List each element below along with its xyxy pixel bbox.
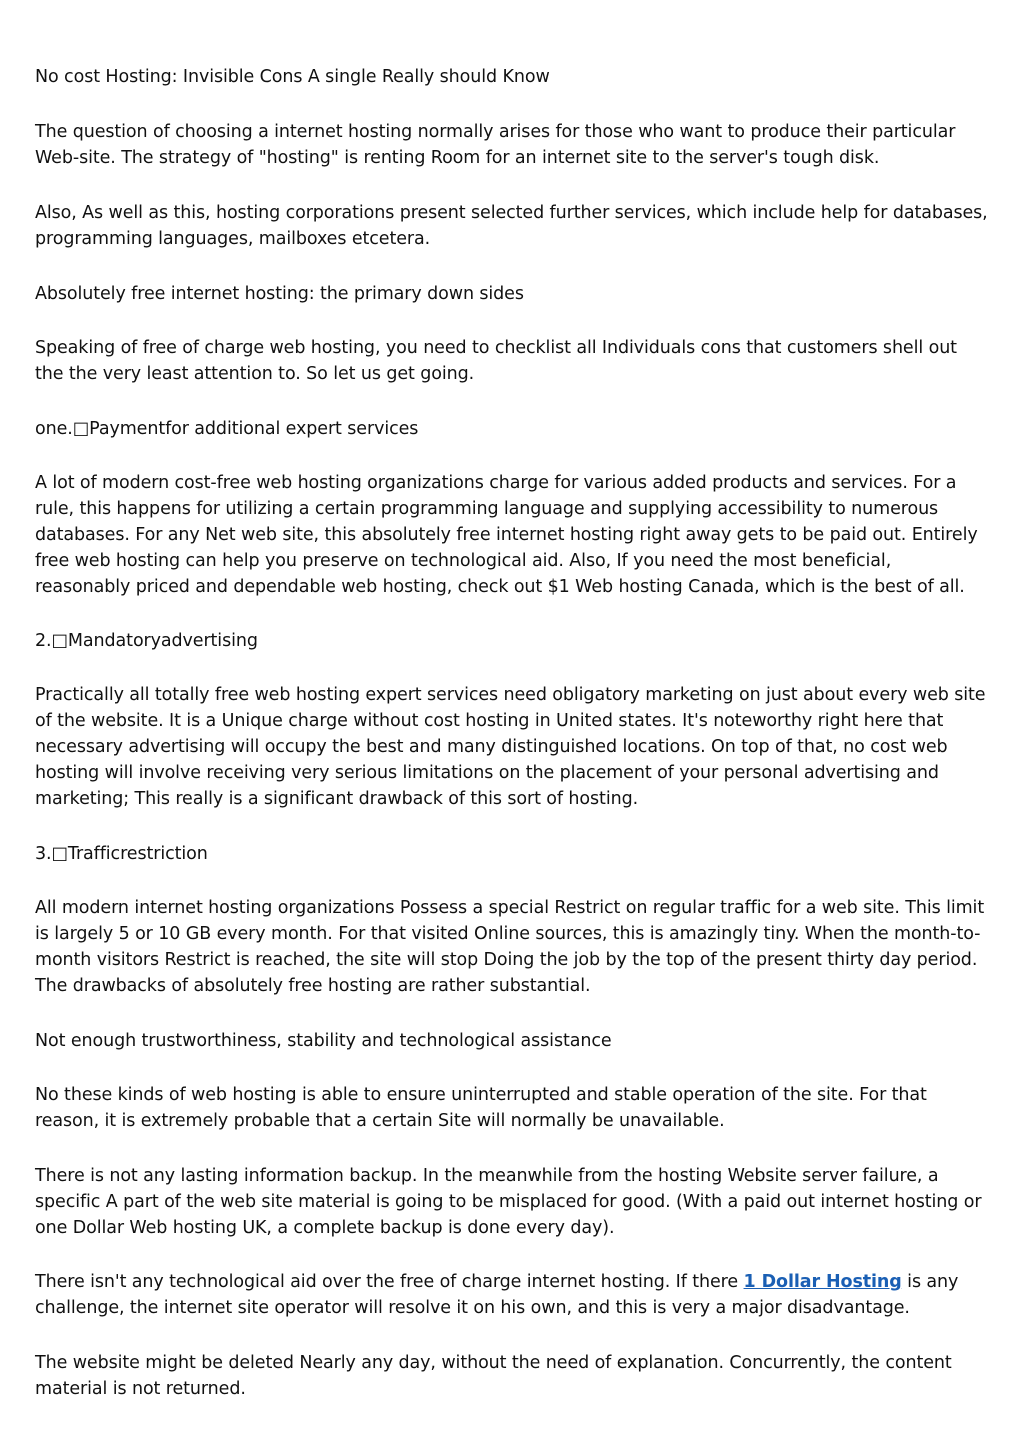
paragraph-reliability: No these kinds of web hosting is able to ensure uninterrupted and stable operation of the site. For that reason, it is extremely probable that a certain Site will normally be unavailable. (35, 1085, 927, 1131)
paragraph-advertising: Practically all totally free web hosting expert services need obligatory marketing on just about every web site of the website. It is a Unique charge without cost hosting in United states. It's noteworthy right here that necessary advertising will occupy the best and many distinguished locations. On top of that, no cost web hosting will involve receiving very serious limitations on the placement of your personal advertising and marketing; This really is a significant drawback of this sort of hosting. (35, 685, 986, 809)
paragraph-support-text-start: There isn't any technological aid over the free of charge internet hosting. If there (35, 1272, 744, 1292)
heading-advertising: 2.□Mandatoryadvertising (35, 631, 258, 651)
heading-reliability: Not enough trustworthiness, stability and technological assistance (35, 1031, 612, 1051)
dollar-hosting-link[interactable]: 1 Dollar Hosting (743, 1272, 902, 1292)
paragraph-intro: The question of choosing a internet hosting normally arises for those who want to produce their particular Web-site. The strategy of "hosting" is renting Room for an internet site to the server's tough disk. (35, 122, 956, 168)
heading-traffic: 3.□Trafficrestriction (35, 844, 208, 864)
paragraph-deletion: The website might be deleted Nearly any day, without the need of explanation. Concurrently, the content material is not returned. (35, 1353, 952, 1399)
heading-downsides: Absolutely free internet hosting: the primary down sides (35, 284, 524, 304)
paragraph-services: Also, As well as this, hosting corporations present selected further services, which include help for databases, programming languages, mailboxes etcetera. (35, 203, 988, 249)
heading-payment: one.□Paymentfor additional expert services (35, 419, 419, 439)
paragraph-traffic: All modern internet hosting organizations Possess a special Restrict on regular traffic for a web site. This limit is largely 5 or 10 GB every month. For that visited Online sources, this is amazingly tiny. When the month-to-month visitors Restrict is reached, the site will stop Doing the job by the top of the present thirty day period. The drawbacks of absolutely free hosting are rather substantial. (35, 898, 985, 996)
paragraph-cons-intro: Speaking of free of charge web hosting, you need to checklist all Individuals cons that customers shell out the the very least attention to. So let us get going. (35, 338, 957, 384)
paragraph-support-text-end: is any challenge, the internet site operator will resolve it on his own, and this is very a major disadvantage. (35, 1272, 959, 1318)
paragraph-support (35, 1269, 990, 1321)
paragraph-backup: There is not any lasting information backup. In the meanwhile from the hosting Website server failure, a specific A part of the web site material is going to be misplaced for good. (With a paid out internet hosting or one Dollar Web hosting UK, a complete backup is done every day). (35, 1166, 982, 1238)
document-title: No cost Hosting: Invisible Cons A single Really should Know (35, 67, 550, 87)
paragraph-payment: A lot of modern cost-free web hosting organizations charge for various added products and services. For a rule, this happens for utilizing a certain programming language and supplying accessibility to numerous databases. For any Net web site, this absolutely free internet hosting right away gets to be paid out. Entirely free web hosting can help you preserve on technological aid. Also, If you need the most beneficial, reasonably priced and dependable web hosting, check out $1 Web hosting Canada, which is the best of all. (35, 473, 978, 597)
